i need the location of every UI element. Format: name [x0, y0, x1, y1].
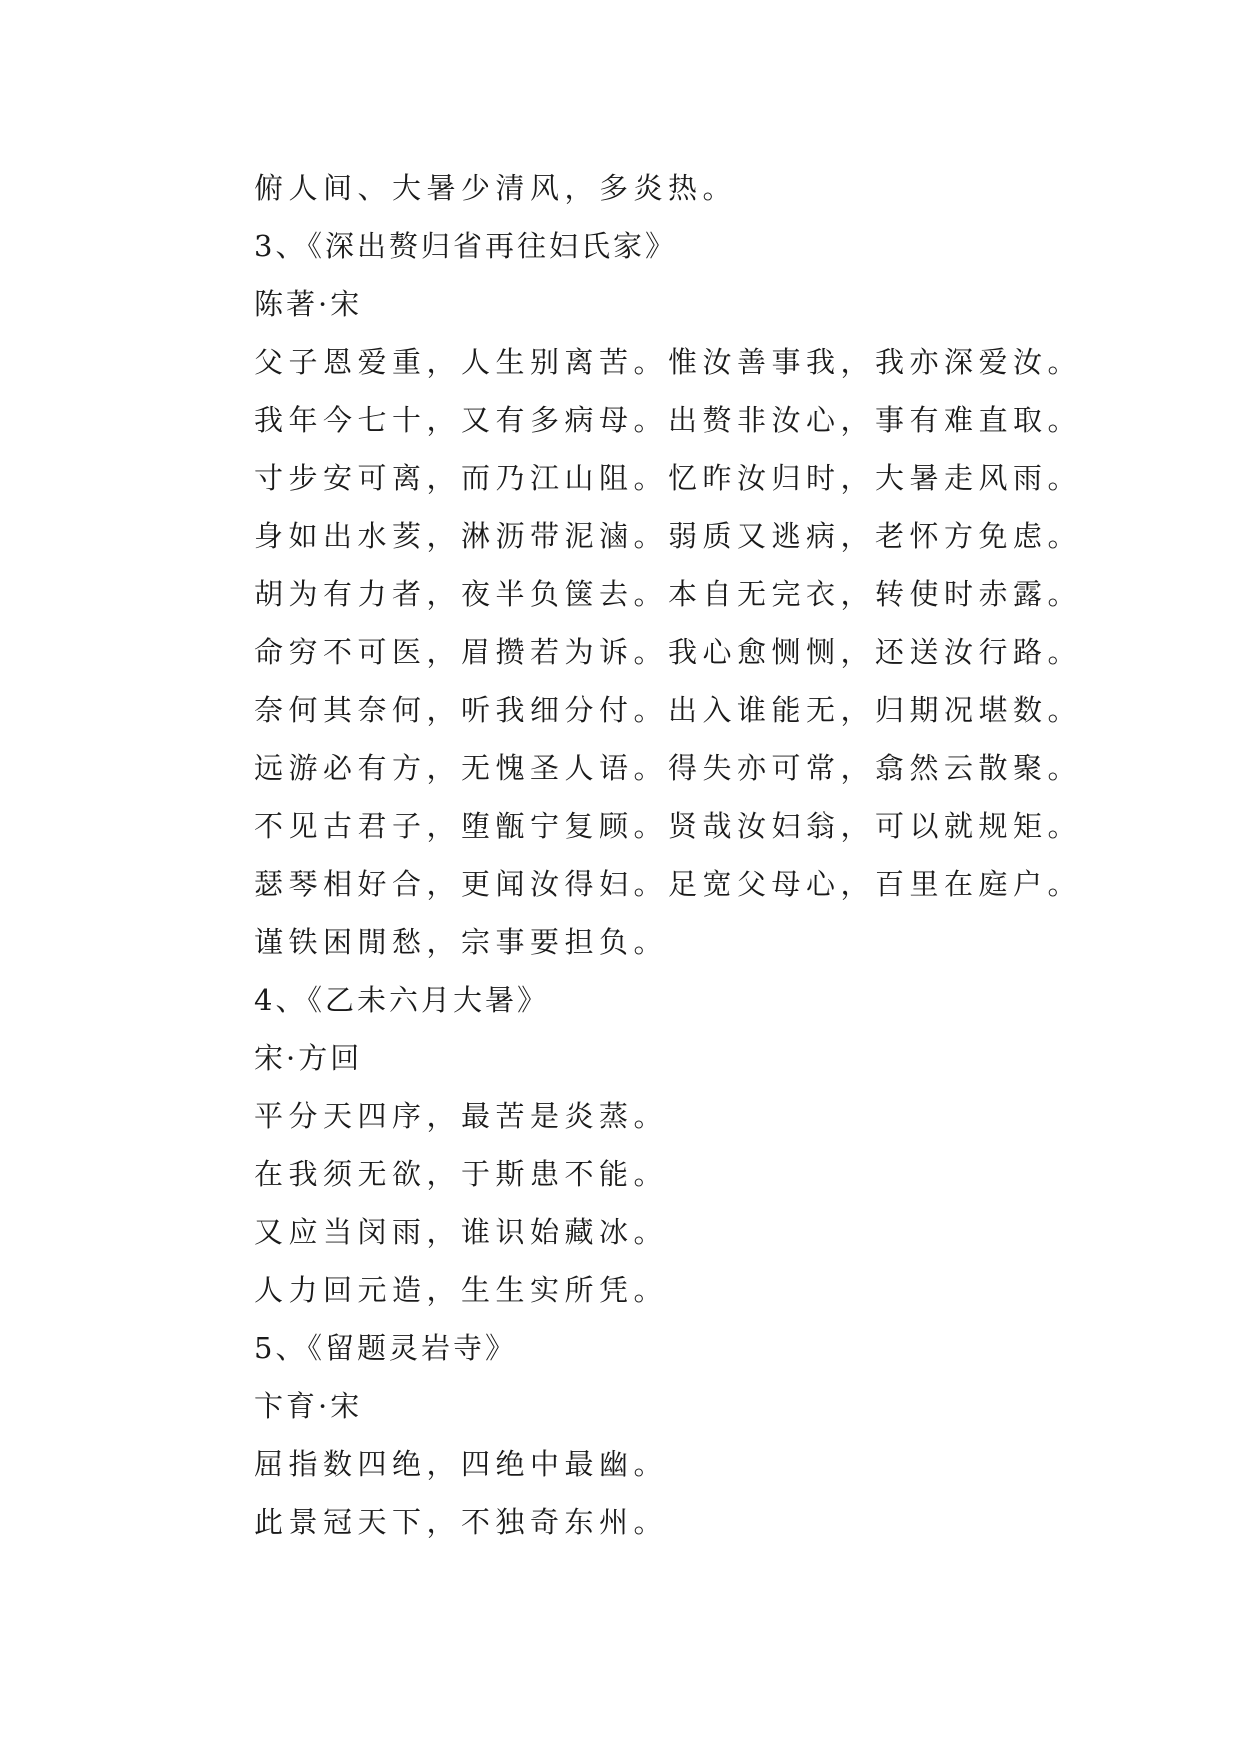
poem-line: 平分天四序，最苦是炎蒸。	[254, 1099, 669, 1133]
poem-text-block	[254, 159, 1154, 1551]
poem-line: 远游必有方，无愧圣人语。得失亦可常，翕然云散聚。	[254, 751, 1083, 785]
poem-line: 身如出水荄，淋沥带泥滷。弱质又逃病，老怀方免虑。	[254, 519, 1083, 553]
poem-title-5: 5、《留题灵岩寺》	[254, 1331, 517, 1365]
poem-line: 屈指数四绝，四绝中最幽。	[254, 1447, 669, 1481]
poem-line: 不见古君子，堕甑宁复顾。贤哉汝妇翁，可以就规矩。	[254, 809, 1083, 843]
poem-line: 瑟琴相好合，更闻汝得妇。足宽父母心，百里在庭户。	[254, 867, 1083, 901]
poem-line: 又应当闵雨，谁识始藏冰。	[254, 1215, 669, 1249]
poem-line: 寸步安可离，而乃江山阻。忆昨汝归时，大暑走风雨。	[254, 461, 1083, 495]
poem-line: 在我须无欲，于斯患不能。	[254, 1157, 669, 1191]
poem-line: 命穷不可医，眉攒若为诉。我心愈恻恻，还送汝行路。	[254, 635, 1083, 669]
poem-line: 奈何其奈何，听我细分付。出入谁能无，归期况堪数。	[254, 693, 1083, 727]
poem-line: 此景冠天下，不独奇东州。	[254, 1505, 669, 1539]
poem-line: 胡为有力者，夜半负箧去。本自无完衣，转使时赤露。	[254, 577, 1083, 611]
poem-line: 人力回元造，生生实所凭。	[254, 1273, 669, 1307]
poem-author-3: 陈著·宋	[254, 287, 363, 321]
poem-title-4: 4、《乙未六月大暑》	[254, 983, 549, 1017]
poem-line: 父子恩爱重，人生别离苦。惟汝善事我，我亦深爱汝。	[254, 345, 1083, 379]
poem-title-3: 3、《深出赘归省再往妇氏家》	[254, 229, 677, 263]
poem-line: 我年今七十，又有多病母。出赘非汝心，事有难直取。	[254, 403, 1083, 437]
poem-author-5: 卞育·宋	[254, 1389, 363, 1423]
poem-author-4: 宋·方回	[254, 1041, 363, 1075]
poem-line: 俯人间、大暑少清风，多炎热。	[254, 171, 738, 205]
poem-line: 谨铁困閒愁，宗事要担负。	[254, 925, 669, 959]
